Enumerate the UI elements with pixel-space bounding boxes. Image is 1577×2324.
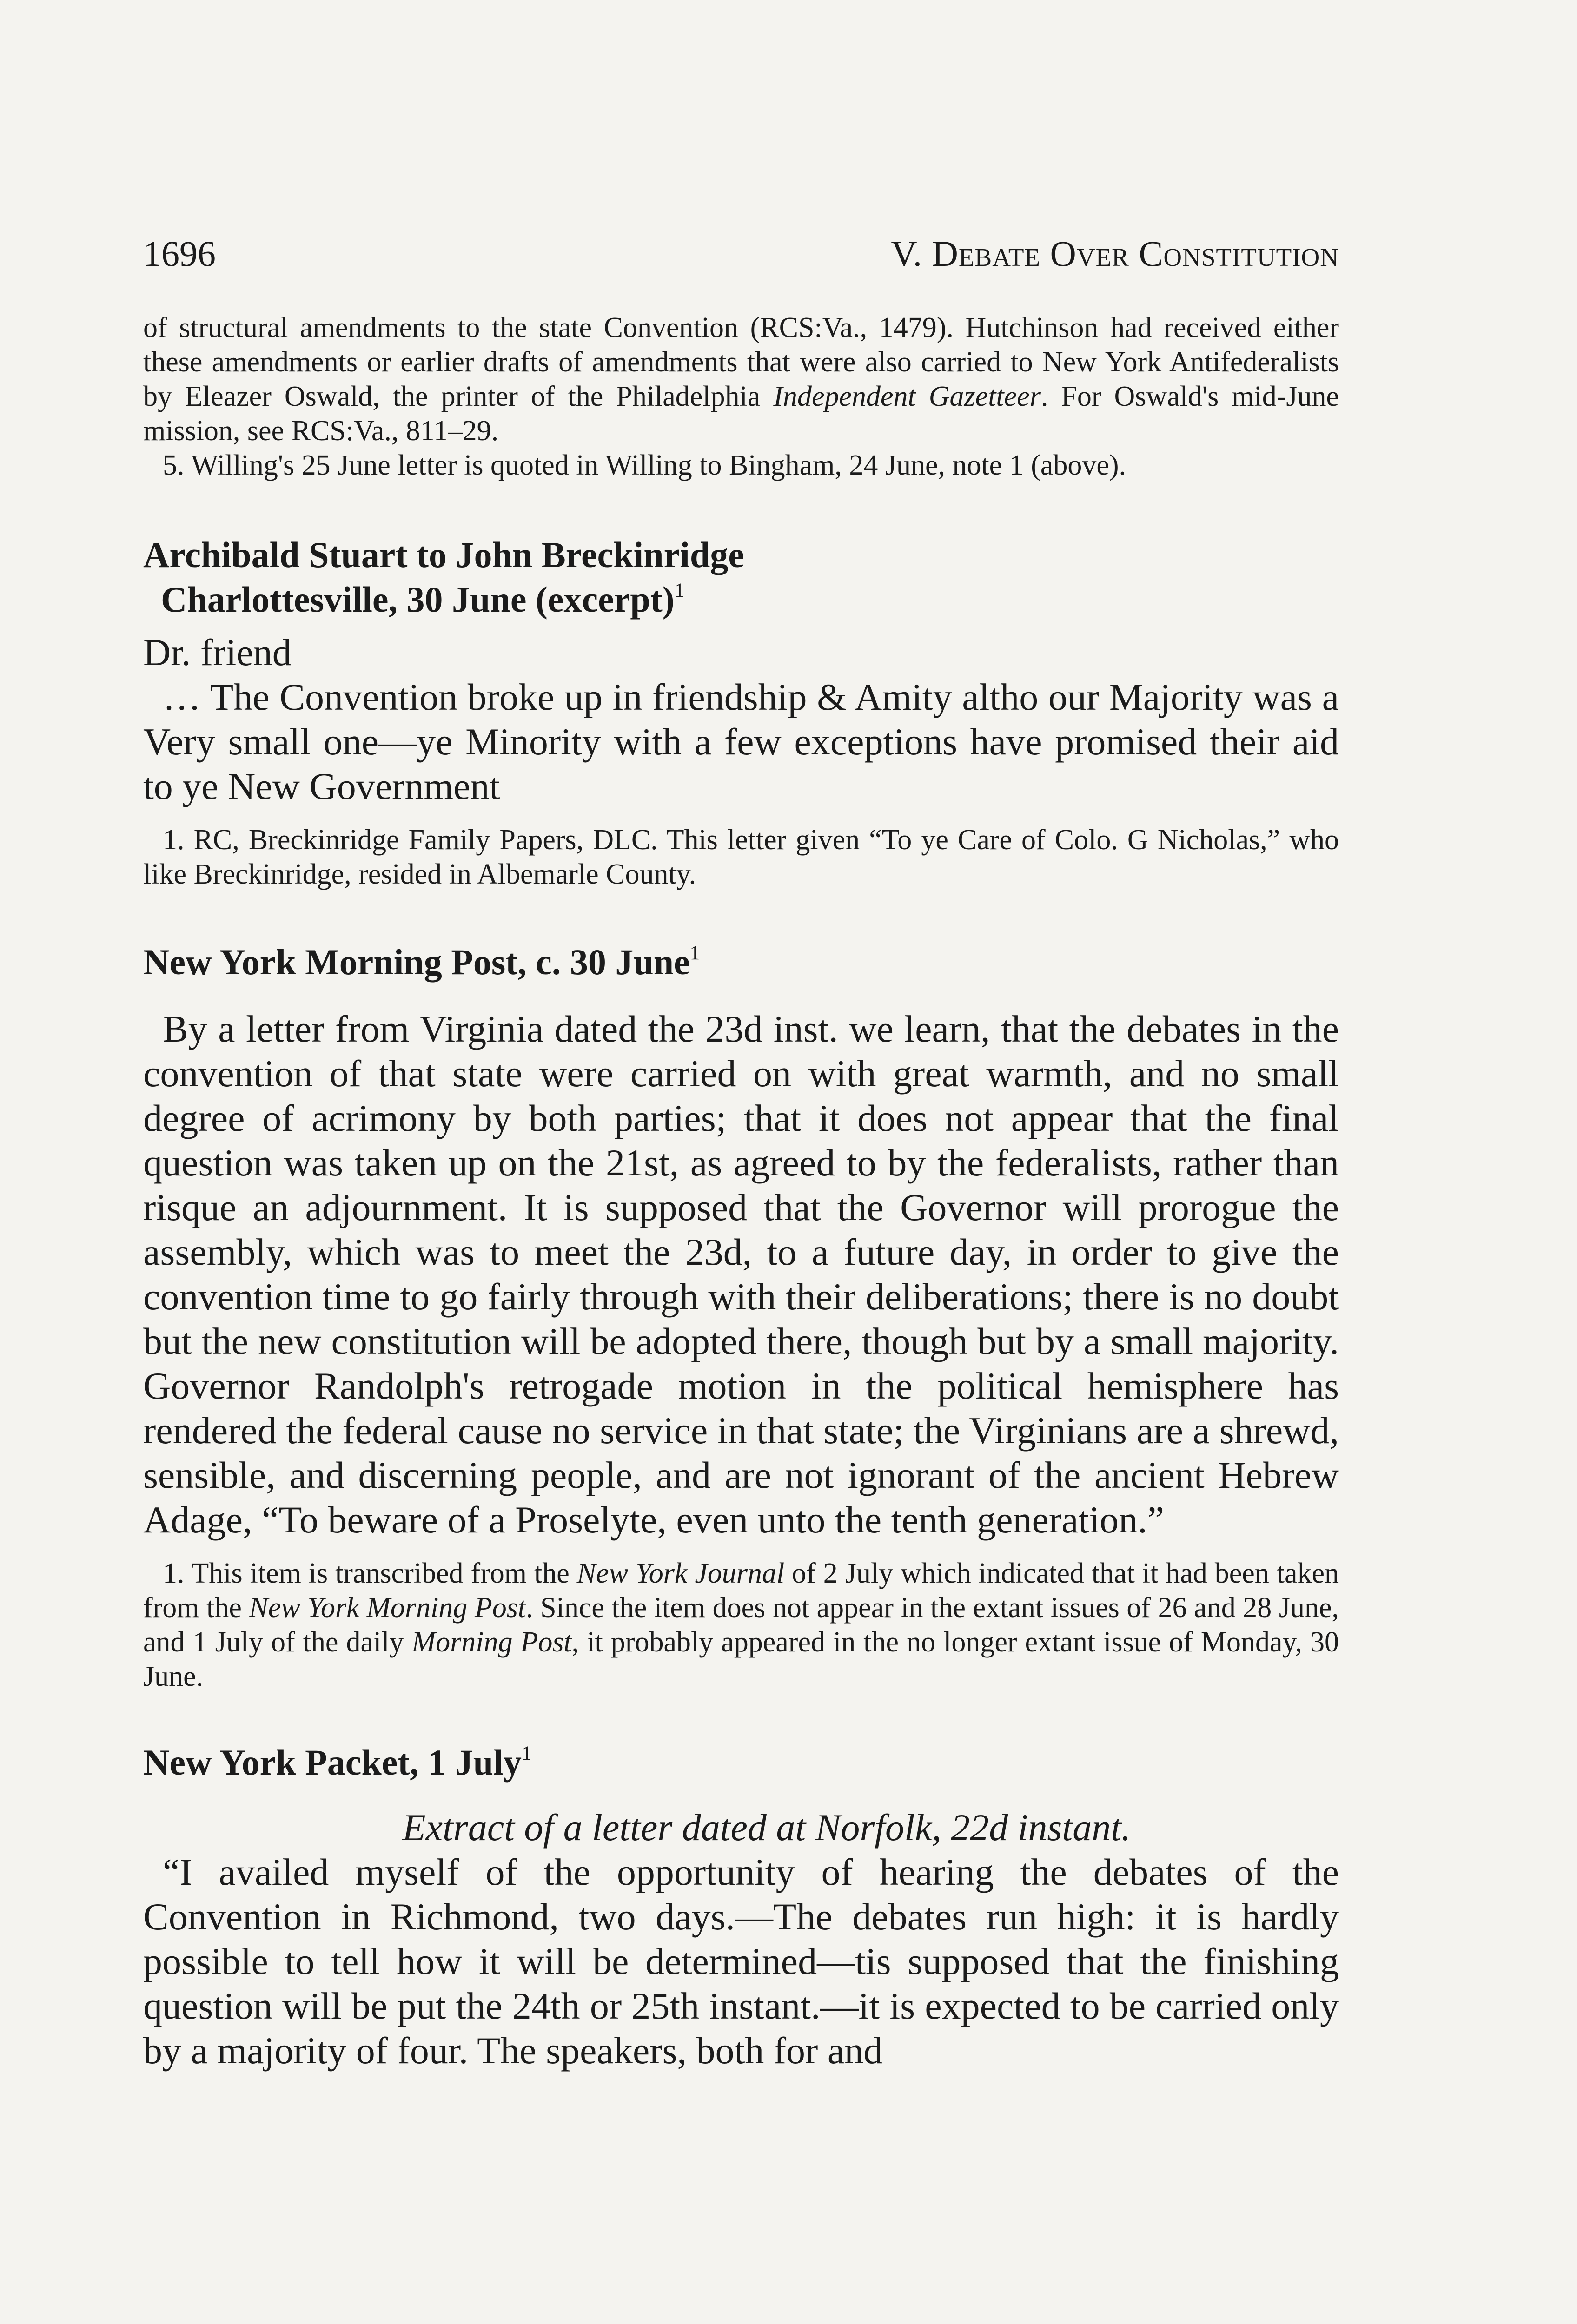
section-heading-morning-post [143,940,1339,984]
section-subheading-stuart [143,577,1339,622]
footnote-text: . Since the item does not appear in the extant issues of 26 and 28 June, and 1 July of the daily [143,1592,1339,1658]
footnote-4-end: . For Oswald's mid-June mission, see RCS:Va., 811–29. [143,381,1339,447]
section-heading-packet [143,1740,1339,1785]
running-head [143,231,1339,277]
heading-packet-text: New York Packet, 1 July [143,1742,522,1783]
footnote-5: 5. Willing's 25 June letter is quoted in Willing to Bingham, 24 June, note 1 (above). [163,449,1126,481]
footnote-stuart-1: 1. RC, Breckinridge Family Papers, DLC. This letter given “To ye Care of Colo. G Nicholas,” who like Breckinridge, resided in Albemarle County. [143,824,1339,890]
footnote-morning-post-1 [143,1556,1339,1694]
extract-title: Extract of a letter dated at Norfolk, 22d instant. [402,1806,1131,1849]
page-number: 1696 [143,233,216,274]
section-heading-stuart [143,533,1339,577]
footnote-marker: 1 [674,579,685,601]
footnote-italic: Morning Post [411,1626,572,1658]
footnote-text: , it probably appeared in the no longer extant issue of Monday, 30 June. [143,1626,1339,1692]
footnote-4-italic: Independent Gazetteer [773,381,1041,412]
footnote-text: 1. This item is transcribed from the [163,1558,577,1589]
heading-stuart-line2: Charlottesville, 30 June (excerpt) [161,579,675,620]
footnote-text: of 2 July which indicated that it had been taken from the [143,1558,1339,1624]
book-page [143,231,1339,2073]
heading-morning-post-text: New York Morning Post, c. 30 June [143,942,690,982]
footnote-italic: New York Journal [576,1558,785,1589]
footnote-italic: New York Morning Post [249,1592,526,1624]
heading-stuart-line1: Archibald Stuart to John Breckinridge [143,535,744,575]
salutation: Dr. friend [143,631,292,673]
running-head-title: V. Debate Over Constitution [891,233,1339,274]
footnote-marker: 1 [689,942,700,964]
letter-body-stuart: … The Convention broke up in friendship & Amity altho our Majority was a Very small one—ye Minority with a few exceptions have promised their aid to ye New Government [143,676,1339,807]
article-body-packet: “I availed myself of the opportunity of hearing the debates of the Convention in Richmond, two days.—The debates run high: it is hardly possible to tell how it will be determined—tis supposed that the finishing question will be put the 24th or 25th instant.—it is expected to be carried only by a majority of four. The speakers, both for and [143,1851,1339,2072]
footnote-4-text: of structural amendments to the state Convention (RCS:Va., 1479). Hutchinson had received either these amendments or earlier drafts of amendments that were also carried to New York Antifederalists by Eleazer Oswald, the printer of the Philadelphia [143,312,1339,412]
article-body-morning-post: By a letter from Virginia dated the 23d inst. we learn, that the debates in the convention of that state were carried on with great warmth, and no small degree of acrimony by both parties; that it does not appear that the final question was taken up on the 21st, as agreed to by the federalists, rather than risque an adjournment. It is supposed that the Governor will prorogue the assembly, which was to meet the 23d, to a future day, in order to give the convention time to go fairly through with their deliberations; there is no doubt but the new constitution will be adopted there, though but by a small majority. Governor Randolph's retrogade motion in the political hemisphere has rendered the federal cause no service in that state; the Virginians are a shrewd, sensible, and discerning people, and are not ignorant of the ancient Hebrew Adage, “To beware of a Proselyte, even unto the tenth generation.” [143,1008,1339,1541]
footnote-marker: 1 [521,1742,532,1764]
footnote-4-continued [143,310,1339,448]
